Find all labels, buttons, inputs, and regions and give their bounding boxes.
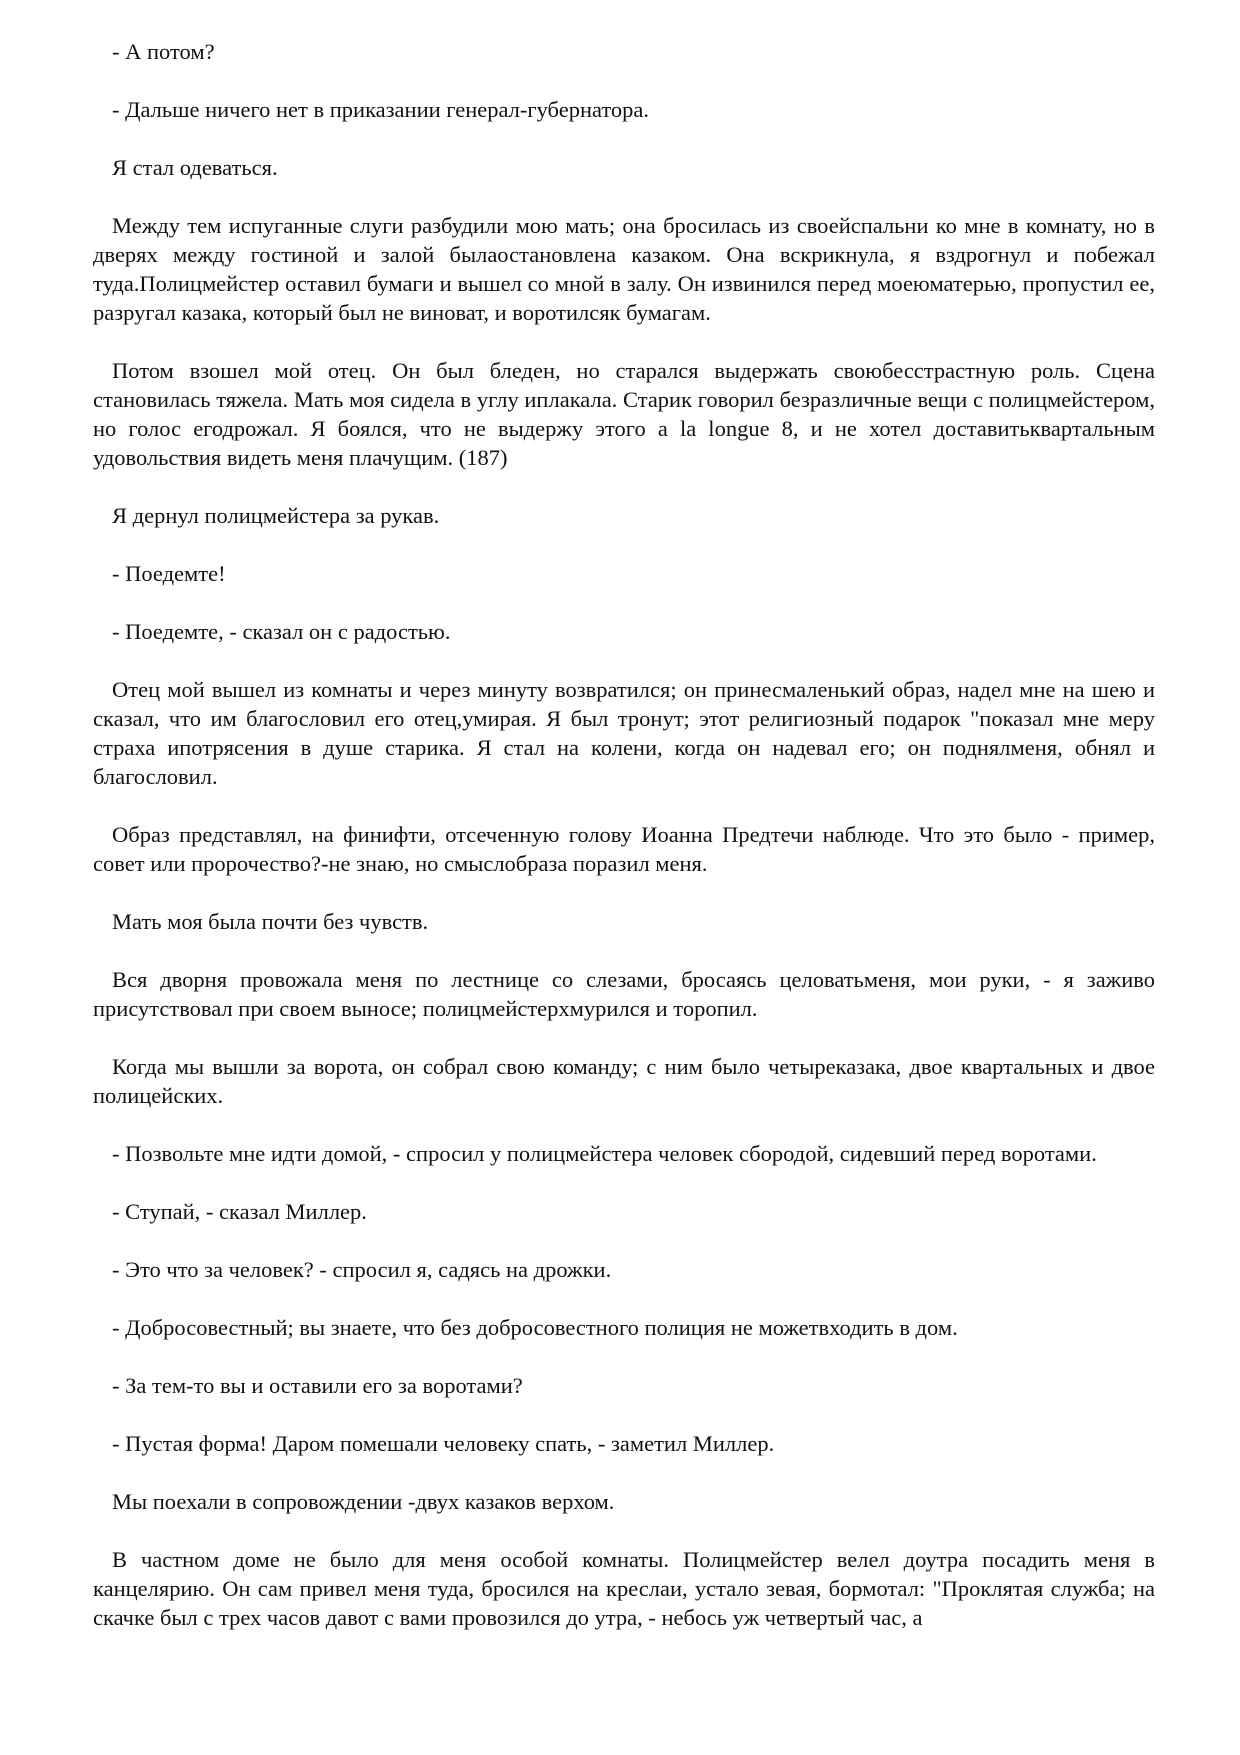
- paragraph: Когда мы вышли за ворота, он собрал свою команду; с ним было четыреказака, двое квартальных и двое полицейских.: [93, 1054, 1155, 1108]
- paragraph: Потом взошел мой отец. Он был бледен, но старался выдержать своюбесстрастную роль. Сцена становилась тяжела. Мать моя сидела в углу иплакала. Старик говорил безразличные вещи с полицмейстером, но голос егодрожал. Я боялся, что не выдержу этого a la longue 8, и не хотел доставитьквартальным удовольствия видеть меня плачущим. (187): [93, 358, 1155, 470]
- paragraph: - Поедемте!: [112, 561, 226, 586]
- paragraph: Вся дворня провожала меня по лестнице со слезами, бросаясь целоватьменя, мои руки, - я заживо присутствовал при своем выносе; полицмейстерхмурился и торопил.: [93, 967, 1155, 1021]
- paragraph: - Ступай, - сказал Миллер.: [112, 1199, 367, 1224]
- paragraph: Я дернул полицмейстера за рукав.: [112, 503, 440, 528]
- paragraph: - А потом?: [112, 39, 215, 64]
- paragraph: - Добросовестный; вы знаете, что без добросовестного полиция не можетвходить в дом.: [112, 1315, 958, 1340]
- paragraph: - Дальше ничего нет в приказании генерал-губернатора.: [112, 97, 650, 122]
- paragraph: - За тем-то вы и оставили его за воротами?: [112, 1373, 523, 1398]
- paragraph: Образ представлял, на финифти, отсеченную голову Иоанна Предтечи наблюде. Что это было - пример, совет или пророчество?-не знаю, но смыслобраза поразил меня.: [93, 822, 1155, 876]
- paragraph: Между тем испуганные слуги разбудили мою мать; она бросилась из своейспальни ко мне в комнату, но в дверях между гостиной и залой былаостановлена казаком. Она вскрикнула, я вздрогнул и побежал туда.Полицмейстер оставил бумаги и вышел со мной в залу. Он извинился перед моеюматерью, пропустил ее, разругал казака, который был не виноват, и воротилсяк бумагам.: [93, 213, 1155, 325]
- paragraph: Отец мой вышел из комнаты и через минуту возвратился; он принесмаленький образ, надел мне на шею и сказал, что им благословил его отец,умирая. Я был тронут; этот религиозный подарок "показал мне меру страха ипотрясения в душе старика. Я стал на колени, когда он надевал его; он поднялменя, обнял и благословил.: [93, 677, 1155, 789]
- paragraph: Мы поехали в сопровождении -двух казаков верхом.: [112, 1489, 615, 1514]
- document-page: [93, 37, 1155, 1661]
- paragraph: - Поедемте, - сказал он с радостью.: [112, 619, 451, 644]
- paragraph: - Это что за человек? - спросил я, садясь на дрожки.: [112, 1257, 612, 1282]
- paragraph: - Пустая форма! Даром помешали человеку спать, - заметил Миллер.: [112, 1431, 775, 1456]
- paragraph: Я стал одеваться.: [112, 155, 278, 180]
- paragraph: Мать моя была почти без чувств.: [112, 909, 429, 934]
- paragraph: В частном доме не было для меня особой комнаты. Полицмейстер велел доутра посадить меня в канцелярию. Он сам привел меня туда, бросился на креслаи, устало зевая, бормотал: "Проклятая служба; на скачке был с трех часов давот с вами провозился до утра, - небось уж четвертый час, а: [93, 1547, 1155, 1630]
- paragraph: - Позвольте мне идти домой, - спросил у полицмейстера человек сбородой, сидевший перед воротами.: [112, 1141, 1097, 1166]
